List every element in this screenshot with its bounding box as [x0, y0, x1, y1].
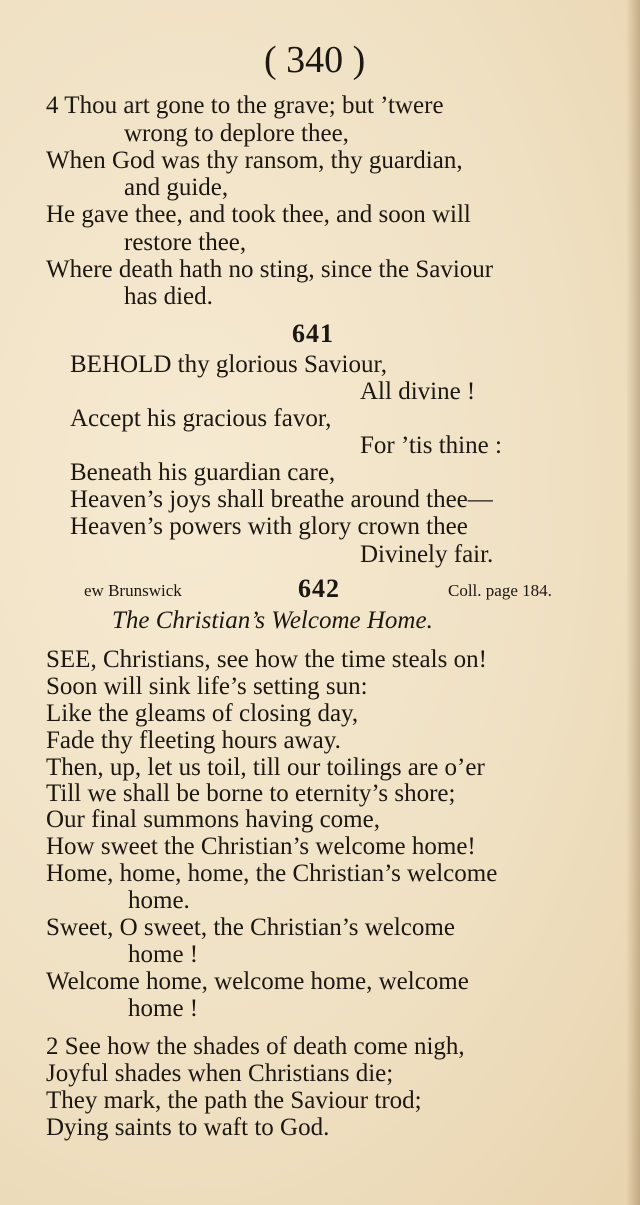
hymn-line: Divinely fair.: [360, 541, 494, 568]
hymn-line: For ’tis thine :: [360, 432, 502, 459]
verse-line: Where death hath no sting, since the Saviour: [46, 256, 494, 283]
verse2-line: 2 See how the shades of death come nigh,: [46, 1033, 465, 1060]
page-edge-shadow: [626, 0, 640, 1205]
hymn-line: How sweet the Christian’s welcome home!: [46, 833, 476, 860]
hymn-line: Accept his gracious favor,: [70, 405, 332, 432]
verse-line: When God was thy ransom, thy guardian,: [46, 147, 463, 174]
hymn-line: Home, home, home, the Christian’s welcome: [46, 860, 498, 887]
hymn-line: Heaven’s powers with glory crown thee: [70, 513, 468, 540]
hymn-line: Sweet, O sweet, the Christian’s welcome: [46, 914, 455, 941]
hymn-line: home !: [128, 941, 199, 968]
hymn-number-642: 642: [298, 574, 340, 603]
verse-line: 4 Thou art gone to the grave; but ’twere: [46, 92, 444, 119]
verse2-line: Joyful shades when Christians die;: [46, 1060, 394, 1087]
verse-line: restore thee,: [124, 229, 247, 256]
hymn-line: Soon will sink life’s setting sun:: [46, 673, 368, 700]
hymn-line: Like the gleams of closing day,: [46, 700, 359, 727]
tune-name: ew Brunswick: [84, 581, 182, 600]
hymn-line: Beneath his guardian care,: [70, 459, 336, 486]
verse2-line: They mark, the path the Saviour trod;: [46, 1087, 422, 1114]
verse-line: He gave thee, and took thee, and soon will: [46, 201, 471, 228]
page-number: ( 340 ): [264, 39, 366, 81]
hymn-title: The Christian’s Welcome Home.: [112, 607, 433, 634]
verse-line: has died.: [124, 283, 213, 310]
source-reference: Coll. page 184.: [448, 581, 552, 600]
hymn-line: Heaven’s joys shall breathe around thee—: [70, 486, 493, 513]
hymn-line: Till we shall be borne to eternity’s shore;: [46, 780, 456, 807]
verse2-line: Dying saints to waft to God.: [46, 1114, 330, 1141]
hymn-line: Fade thy fleeting hours away.: [46, 727, 341, 754]
hymn-line: SEE, Christians, see how the time steals on!: [46, 646, 487, 673]
hymn-line: Our final summons having come,: [46, 806, 380, 833]
hymn-line: Then, up, let us toil, till our toilings are o’er: [46, 754, 485, 781]
hymn-line: All divine !: [360, 378, 476, 405]
hymn-line: Welcome home, welcome home, welcome: [46, 968, 469, 995]
hymn-line: home.: [128, 887, 190, 914]
verse-line: wrong to deplore thee,: [124, 120, 349, 147]
verse-line: and guide,: [124, 174, 229, 201]
hymn-line: home !: [128, 995, 199, 1022]
hymn-line: BEHOLD thy glorious Saviour,: [70, 351, 388, 378]
hymn-number-641: 641: [292, 319, 334, 348]
